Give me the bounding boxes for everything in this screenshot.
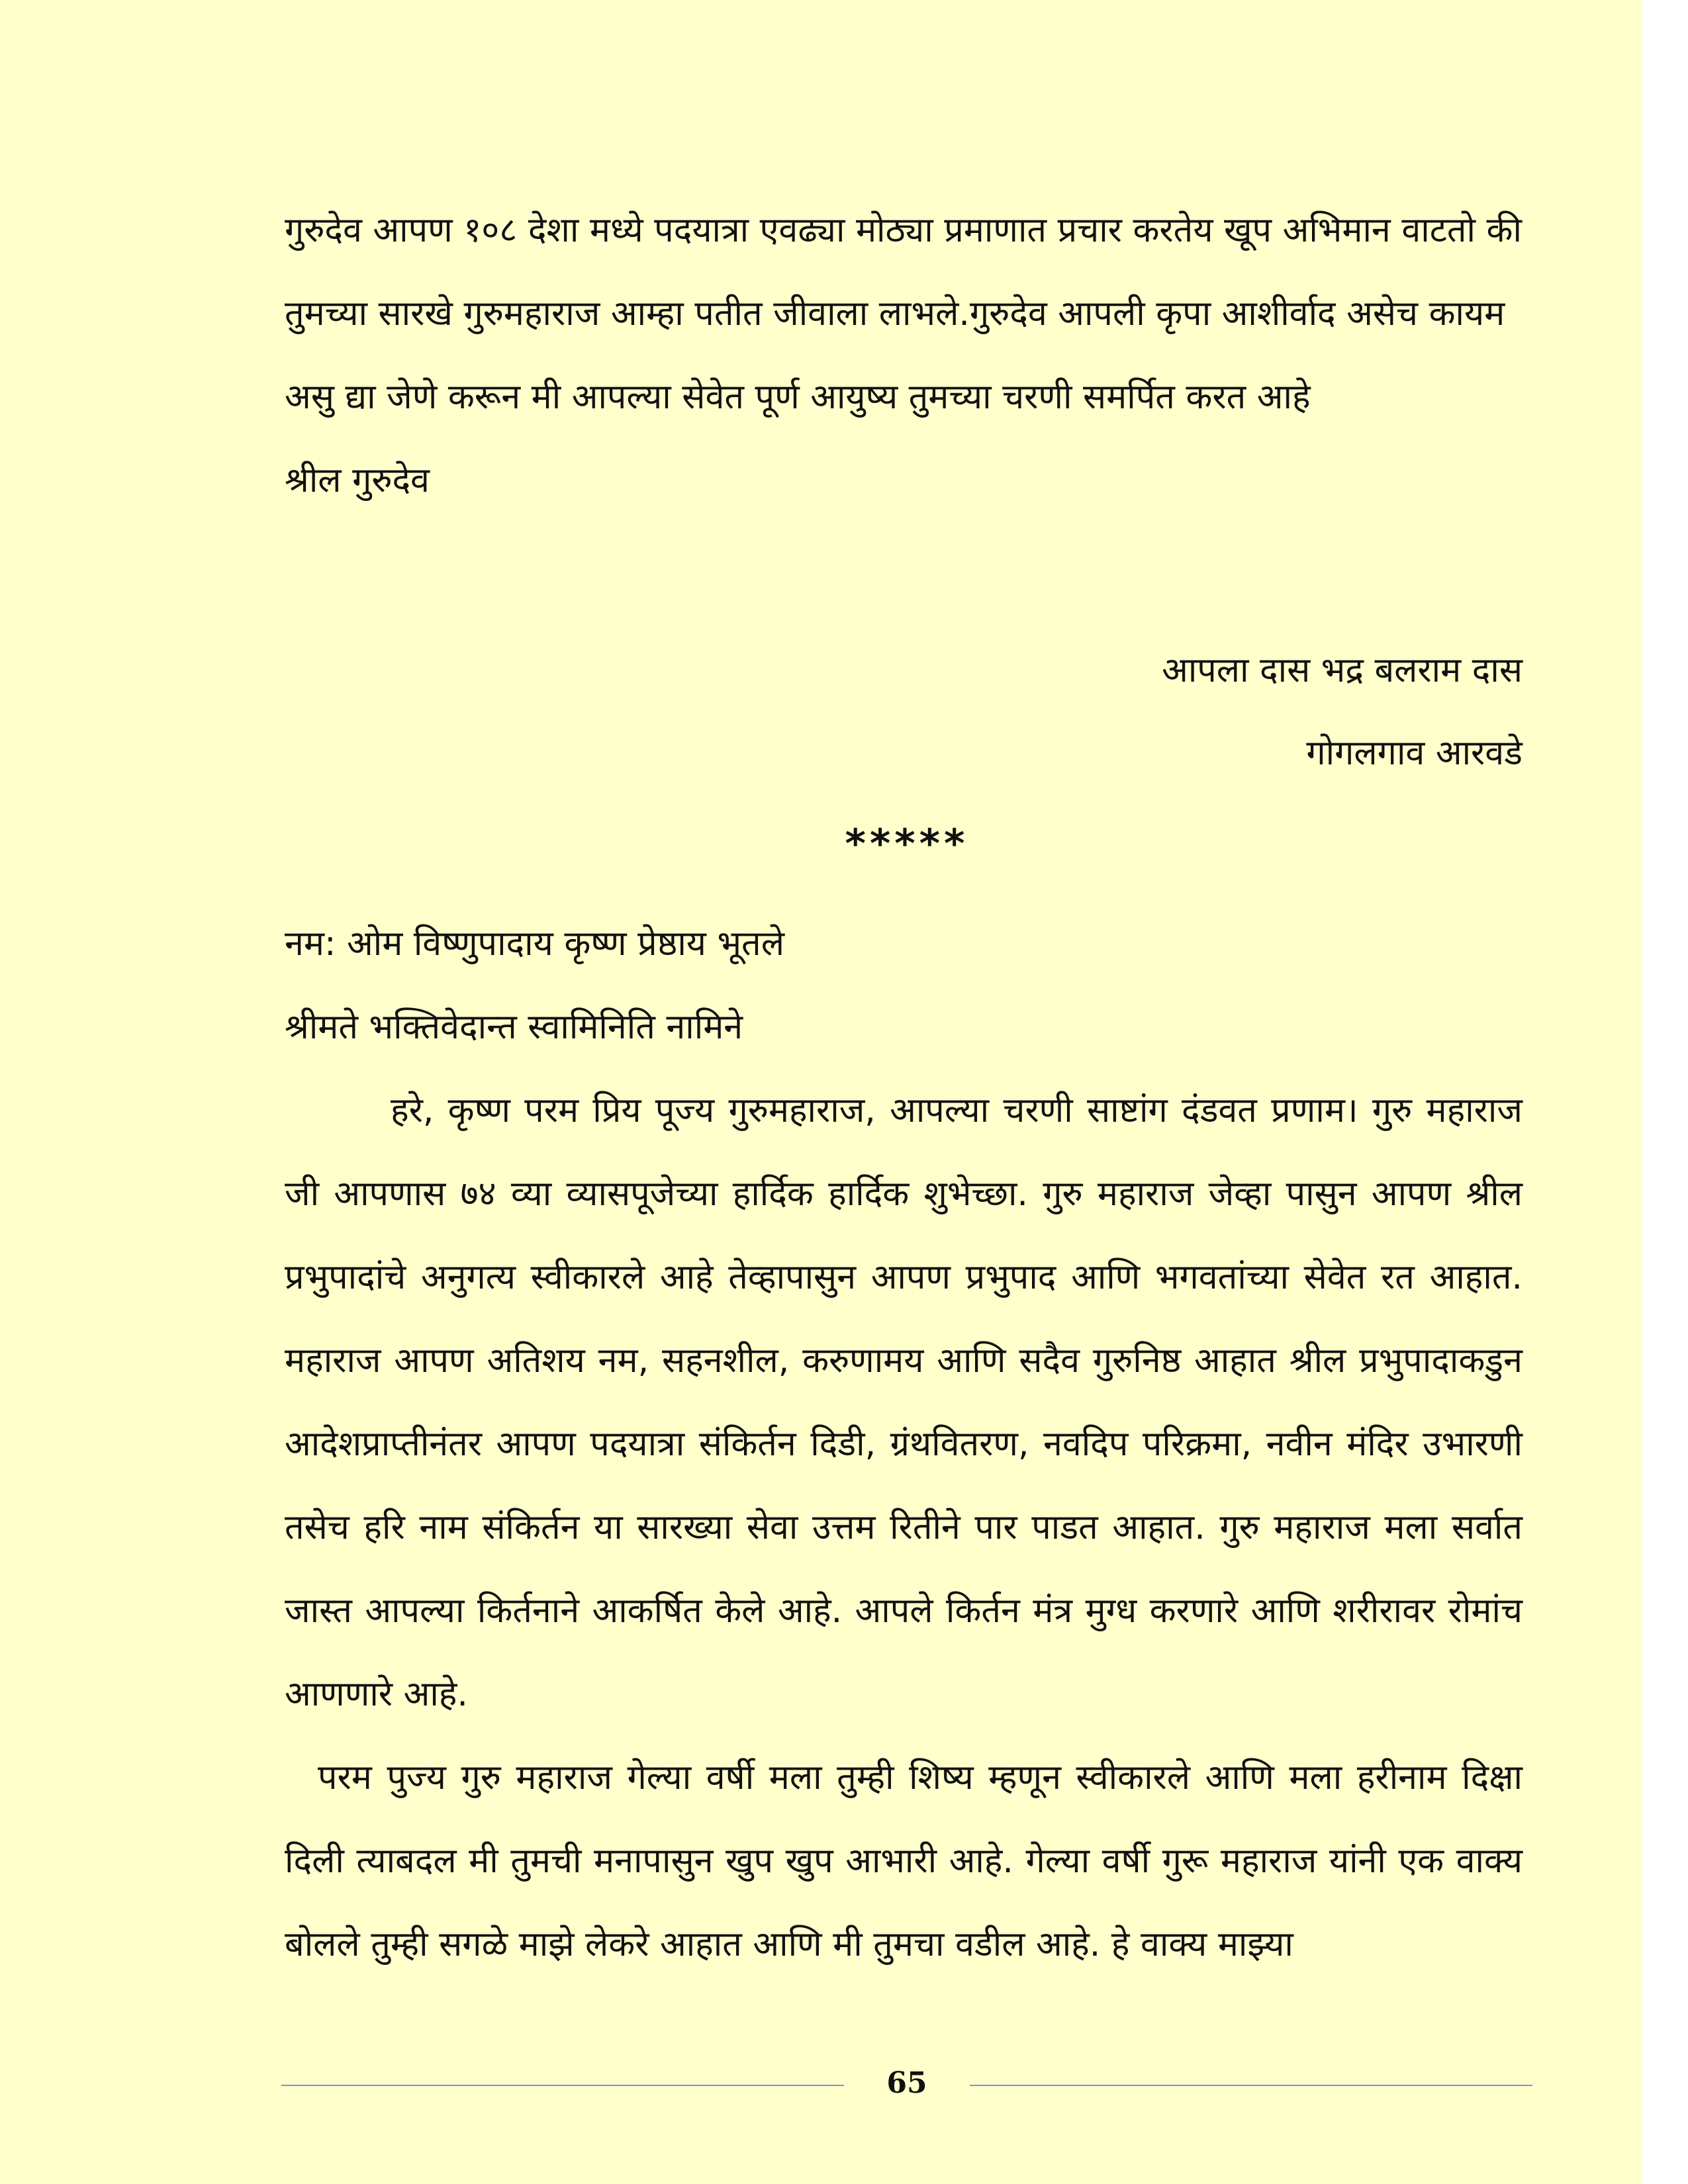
letter-section-1 [285, 189, 1523, 522]
letter-paragraph: परम पुज्य गुरु महाराज गेल्या वर्षी मला तुम्ही शिष्य म्हणून स्वीकारले आणि मला हरीनाम दिक्षा दिली त्याबदल मी तुमची मनापासुन खुप खुप आभारी आहे. गेल्या वर्षी गुरू महाराज यांनी एक वाक्य बोलले तुम्ही सगळे माझे लेकरे आहात आणि मी तुमचा वडील आहे. हे वाक्य माझ्या [285, 1758, 1523, 1964]
letter-section-2 [285, 902, 1523, 1986]
signature-place: गोगलगाव आरवडे [1306, 733, 1523, 773]
signature-name: आपला दास भद्र बलराम दास [1162, 651, 1523, 690]
page-footer [281, 2066, 1532, 2100]
section-separator: ***** [845, 821, 969, 867]
page-number: 65 [886, 2066, 927, 2100]
letter-paragraph: गुरुदेव आपण १०८ देशा मध्ये पदयात्रा एवढ्या मोठ्या प्रमाणात प्रचार करतेय खूप अभिमान वाटतो की तुमच्या सारखे गुरुमहाराज आम्हा पतीत जीवाला लाभले.गुरुदेव आपली कृपा आशीर्वाद असेच कायम असु द्या जेणे करून मी आपल्या सेवेत पूर्ण आयुष्य तुमच्या चरणी समर्पित करत आहे [285, 210, 1522, 417]
invocation-line: नम: ओम विष्णुपादाय कृष्ण प्रेष्ठाय भूतले [285, 924, 784, 964]
invocation-line: श्रीमते भक्तिवेदान्त स्वामिनिति नामिने [285, 1007, 743, 1047]
letter-closing: श्रील गुरुदेव [285, 461, 430, 500]
letter-paragraph: हरे, कृष्ण परम प्रिय पूज्य गुरुमहाराज, आपल्या चरणी साष्टांग दंडवत प्रणाम। गुरु महाराज जी आपणास ७४ व्या व्यासपूजेच्या हार्दिक हार्दिक शुभेच्छा. गुरु महाराज जेव्हा पासुन आपण श्रील प्रभुपादांचे अनुगत्य स्वीकारले आहे तेव्हापासुन आपण प्रभुपाद आणि भगवतांच्या सेवेत रत आहात. महाराज आपण अतिशय नम, सहनशील, करुणामय आणि सदैव गुरुनिष्ठ आहात श्रील प्रभुपादाकडुन आदेशप्राप्तीनंतर आपण पदयात्रा संकिर्तन दिडी, ग्रंथवितरण, नवदिप परिक्रमा, नवीन मंदिर उभारणी तसेच हरि नाम संकिर्तन या सारख्या सेवा उत्तम रितीने पार पाडत आहात. गुरु महाराज मला सर्वात जास्त आपल्या किर्तनाने आकर्षित केले आहे. आपले किर्तन मंत्र मुग्ध करणारे आणि शरीरावर रोमांच आणणारे आहे. [285, 1091, 1523, 1714]
